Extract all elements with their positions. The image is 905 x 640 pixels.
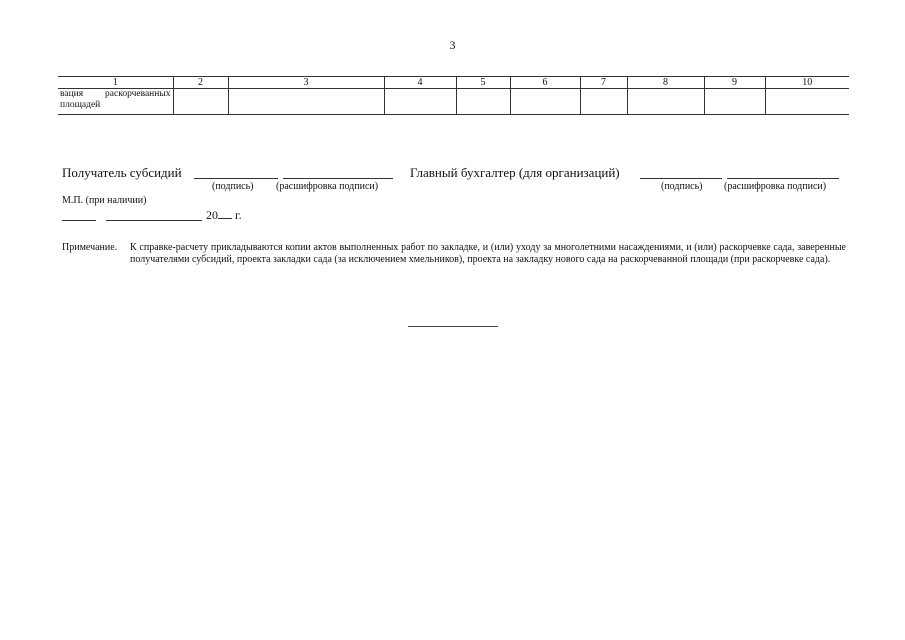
recipient-label: Получатель субсидий [62,165,182,180]
note-label: Примечание. [62,242,118,253]
accountant-decrypt-caption: (расшифровка подписи) [724,181,827,192]
column-header: 6 [510,77,580,89]
column-header: 9 [704,77,765,89]
date-year-prefix: 20 [206,208,218,222]
table-cell [510,89,580,115]
table-cell [704,89,765,115]
table-cell [765,89,849,115]
data-table [58,76,849,115]
recipient-sign-line [194,178,278,179]
table-cell: вация раскорчеванных площадей [58,89,173,115]
column-header: 4 [384,77,456,89]
recipient-decrypt-caption: (расшифровка подписи) [276,181,379,192]
table-cell [173,89,228,115]
accountant-decrypt-line [727,178,839,179]
column-header: 3 [228,77,384,89]
table-cell [384,89,456,115]
table-cell [228,89,384,115]
accountant-label: Главный бухгалтер (для организаций) [410,165,620,180]
accountant-sign-caption: (подпись) [661,181,703,192]
column-header: 10 [765,77,849,89]
date-day-line [62,220,96,221]
column-header: 7 [580,77,627,89]
recipient-sign-caption: (подпись) [212,181,254,192]
date-year [206,208,242,223]
note [62,242,846,266]
table-cell [627,89,704,115]
accountant-sign-line [640,178,722,179]
note-text: К справке-расчету прикладываются копии актов выполненных работ по закладке, и (или) уходу за многолетними насаждениями, и (или) раскорчевке сада, заверенные получателями субсидий, проекта закладки сада (за исключением хмельников), проекта на закладку нового сада на раскорчеванной площади (при раскорчевке сада). [130,242,846,265]
column-header: 5 [456,77,510,89]
column-header: 8 [627,77,704,89]
stamp-label: М.П. (при наличии) [62,195,147,206]
table-header-row [58,77,849,89]
page-number: 3 [449,38,456,52]
column-header: 1 [58,77,173,89]
recipient-decrypt-line [283,178,393,179]
column-header: 2 [173,77,228,89]
end-rule [408,326,498,327]
table-row [58,89,849,115]
date-year-suffix: г. [235,208,242,222]
table-cell [580,89,627,115]
date-month-line [106,220,202,221]
table-cell [456,89,510,115]
date-year-blank [218,208,232,219]
